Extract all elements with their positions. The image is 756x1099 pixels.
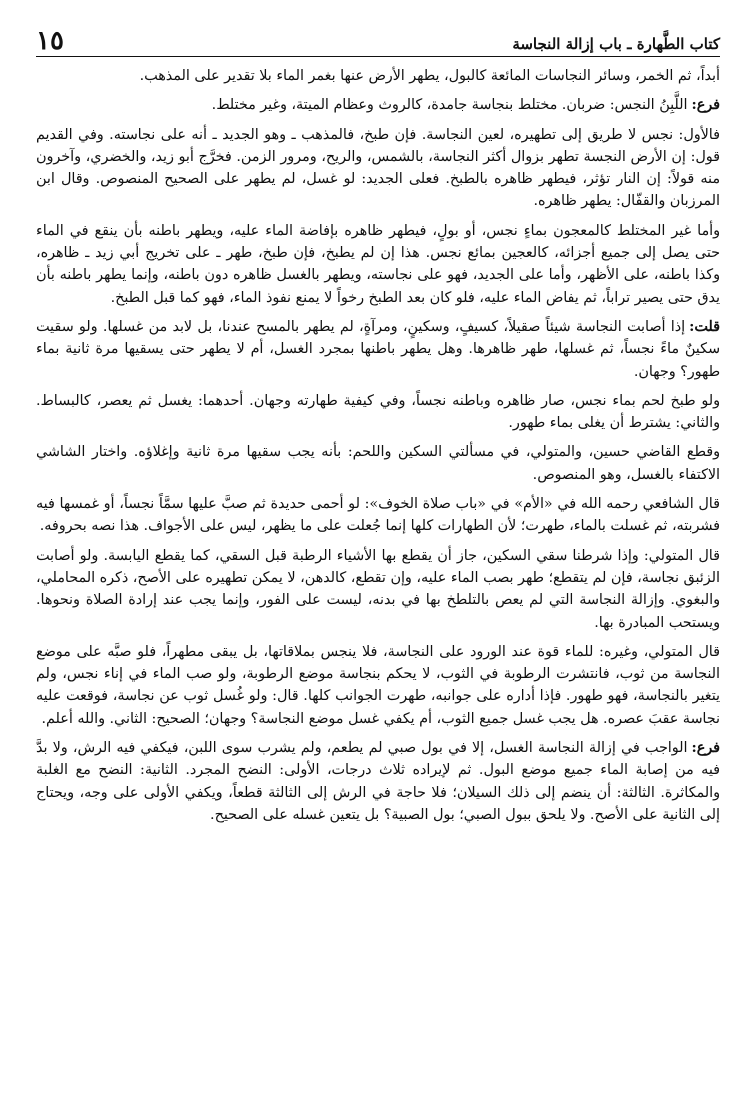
- paragraph-text: فالأول: نجس لا طريق إلى تطهيره، لعين النجاسة. فإن طبخ، فالمذهب ـ وهو الجديد ـ أنه على نجاسته. وفي القديم قول: إن الأرض النجسة تطهر بزوال أكثر النجاسة، بالشمس، والريح، ومرور الزمن. فخرَّج أبو زيد، والخضري، وآخرون منه قولاً: إن النار تؤثر، فيطهر ظاهره بالطبخ. فعلى الجديد: لو غسل، لم يطهر على الصحيح المنصوص. وقال ابن المرزبان والقفّال: يطهر ظاهره.: [36, 126, 720, 210]
- paragraph: [36, 65, 720, 87]
- page-number: ١٥: [36, 26, 64, 56]
- running-title: كتاب الطَّهارة ـ باب إزالة النجاسة: [512, 35, 720, 53]
- page-header: [36, 22, 720, 57]
- body-text: [36, 65, 720, 826]
- paragraph: [36, 441, 720, 486]
- paragraph: [36, 220, 720, 309]
- paragraph: [36, 545, 720, 634]
- paragraph: [36, 737, 720, 826]
- paragraph: [36, 94, 720, 116]
- paragraph-text: أبداً، ثم الخمر، وسائر النجاسات المائعة كالبول، يطهر الأرض عنها بغمر الماء بلا تقدير على المذهب.: [139, 68, 720, 84]
- paragraph-text: ولو طبخ لحم بماء نجس، صار ظاهره وباطنه نجساً، وفي كيفية طهارته وجهان. أحدهما: يغسل ثم يعصر، كالبساط. والثاني: يشترط أن يغلى بماء طهور.: [36, 392, 720, 432]
- paragraph-text: قال الشافعي رحمه الله في «الأم» في «باب صلاة الخوف»: لو أحمى حديدة ثم صبَّ عليها سمَّاً نجساً، أو غمسها فيه فشربته، ثم غسلت بالماء، طهرت؛ لأن الطهارات كلها إنما جُعلت على ما يظهر، ليس على الأجواف. هذا نصه بحروفه.: [36, 496, 720, 535]
- paragraph: [36, 641, 720, 730]
- paragraph-text: إذا أصابت النجاسة شيئاً صقيلاً، كسيفٍ، وسكينٍ، ومرآةٍ، لم يطهر بالمسح عندنا، بل لابد من غسلها. ولو سقيت سكينٌ ماءً نجساً، ثم غسلها، طهر ظاهرها. وهل يطهر باطنها بمجرد الغسل، أم لا يطهر حتى يسقيها مرة ثانية بماء طهور؟ وجهان.: [36, 318, 720, 380]
- paragraph-text: اللَّبِنُ النجس: ضربان. مختلط بنجاسة جامدة، كالروث وعظام الميتة، وغير مختلط.: [211, 97, 688, 114]
- paragraph-keyword: فرع:: [691, 740, 720, 757]
- paragraph-text: قال المتولي: وإذا شرطنا سقي السكين، جاز أن يقطع بها الأشياء الرطبة قبل السقي، كما يقطع اليابسة. ولو أصابت الزئبق نجاسة، فإن لم يتقطع؛ طهر بصب الماء عليه، وإن تقطع، كالدهن، لا يمكن تطهيره على الأصح، ذكره المحاملي، والبغوي. وإزالة النجاسة التي لم يعص بالتلطخ بها في بدنه، ليست على الفور، وإنما يجب عند إرادة الصلاة ونحوها. ويستحب المبادرة بها.: [36, 547, 720, 631]
- paragraph: [36, 316, 720, 383]
- paragraph-keyword: فرع:: [691, 97, 720, 114]
- paragraph-text: وقطع القاضي حسين، والمتولي، في مسألتي السكين واللحم: بأنه يجب سقيها مرة ثانية وإغلاؤه. واختار الشاشي الاكتفاء بالغسل، وهو المنصوص.: [36, 444, 720, 483]
- paragraph: [36, 493, 720, 538]
- paragraph: [36, 124, 720, 213]
- paragraph: [36, 390, 720, 435]
- paragraph-text: قال المتولي، وغيره: للماء قوة عند الورود على النجاسة، فلا ينجس بملاقاتها، بل يبقى مطهراً، فلو صبَّه على موضع النجاسة من ثوب، فانتشرت الرطوبة في الثوب، لا يحكم بنجاسة موضع الرطوبة، ولو صب الماء في إناء نجس، ولم يتغير بالنجاسة، فهو طهور. فإذا أداره على جوانبه، طهرت الجوانب كلها. قال: ولو غُسل ثوب عن نجاسة، فوقعت عليه نجاسة عقبَ عصره. هل يجب غسل جميع الثوب، أم يكفي غسل موضع النجاسة؟ وجهان؛ الصحيح: الثاني. والله أعلم.: [36, 643, 720, 727]
- paragraph-text: وأما غير المختلط كالمعجون بماءٍ نجس، أو بولٍ، فيطهر ظاهره بإفاضة الماء عليه، ويطهر باطنه بأن ينقع في الماء حتى يصل إلى جميع أجزائه، كالعجين بمائع نجس. هذا إن لم يطبخ، فإن طبخ، طهر ـ على تخريج أبي زيد ـ ظاهره، وكذا باطنه، على الأظهر، وأما على الجديد، فهو على نجاسته، ويطهر بالغسل ظاهره دون باطنه، وإنما يطهر باطنه بأن يدق حتى يصير تراباً، ثم يفاض الماء عليه، فلو كان بعد الطبخ رخواً لا يمنع نفوذ الماء، فهو كما قبل الطبخ.: [36, 222, 720, 306]
- paragraph-keyword: قلت:: [689, 318, 720, 335]
- paragraph-text: الواجب في إزالة النجاسة الغسل، إلا في بول صبي لم يطعم، ولم يشرب سوى اللبن، فيكفي فيه الرش، ولا بدَّ فيه من إصابة الماء جميع موضع البول. ثم لإيراده ثلاث درجات، الأولى: النضح المجرد. الثانية: النضح مع الغلبة والمكاثرة. الثالثة: أن ينضم إلى ذلك السيلان؛ فلا حاجة في الرش إلى الثالثة قطعاً، ويكفي الأولى على وجه، ويحتاج إلى الثانية على الأصح. ولا يلحق ببول الصبي؛ بول الصبية؟ بل يتعين غسله على الصحيح.: [36, 740, 720, 823]
